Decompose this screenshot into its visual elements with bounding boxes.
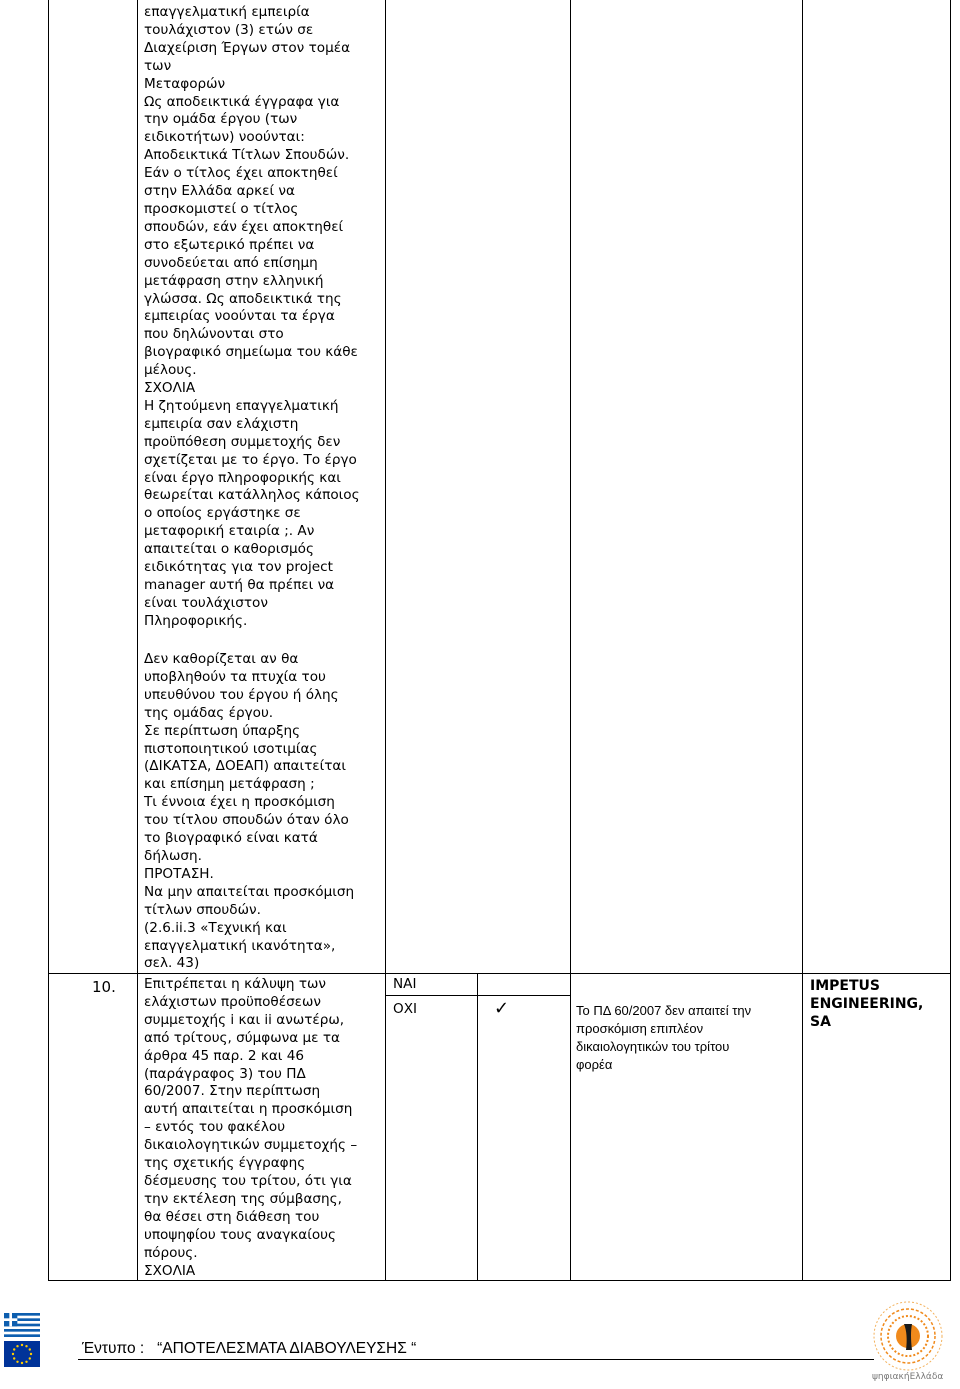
- text-line: manager αυτή θα πρέπει να: [144, 577, 335, 593]
- text-line: προσκομιστεί ο τίτλος: [144, 200, 299, 217]
- text-line: βιογραφικό σημείωμα του κάθε: [144, 344, 358, 361]
- text-line: στο εξωτερικό πρέπει να: [144, 236, 315, 253]
- text-line: είναι έργο πληροφορικής και: [144, 469, 341, 486]
- text-line: Διαχείριση Έργων στον τομέα: [144, 39, 351, 56]
- row9-proposal-text: [144, 651, 380, 973]
- text-line: θα θέσει στη διάθεση του: [144, 1208, 320, 1225]
- text-line: το βιογραφικό είναι κατά: [144, 830, 318, 847]
- bidder-line: IMPETUS: [810, 978, 880, 994]
- text-line: προϋπόθεση συμμετοχής δεν: [144, 433, 341, 450]
- text-line: επαγγελματική εμπειρία: [144, 4, 310, 20]
- option-yes-label: ΝΑΙ: [393, 976, 417, 992]
- text-line: μεταφορική εταιρία ;. Αν: [144, 523, 315, 540]
- text-line: (παράγραφος 3) του ΠΔ: [144, 1065, 306, 1082]
- text-line: στην Ελλάδα αρκεί να: [144, 183, 295, 200]
- text-line: ΠΡΟΤΑΣΗ.: [144, 865, 214, 882]
- text-line: την εκτέλεση της σύμβασης,: [144, 1190, 342, 1207]
- bidder-name: [810, 977, 923, 1031]
- text-line: πόρους.: [144, 1244, 198, 1261]
- row10-comment-text: [576, 1002, 796, 1074]
- text-line: – εντός του φακέλου: [144, 1119, 286, 1136]
- text-line: σελ. 43): [144, 955, 200, 972]
- text-line: πιστοποιητικού ισοτιμίας: [144, 740, 318, 757]
- text-line: μετάφραση στην ελληνική: [144, 272, 324, 289]
- greek-flag-icon: [4, 1313, 40, 1337]
- row9-requirement-text: [144, 4, 380, 631]
- text-line: και επίσημη μετάφραση ;: [144, 776, 315, 793]
- footer-rule: [78, 1359, 874, 1360]
- text-line: την ομάδα έργου (των: [144, 111, 298, 128]
- text-line: γλώσσα. Ως αποδεικτικά της: [144, 290, 342, 307]
- text-line: Αποδεικτικά Τίτλων Σπουδών.: [144, 147, 350, 164]
- form-label: Έντυπο : “ΑΠΟΤΕΛΕΣΜΑΤΑ ΔΙΑΒΟΥΛΕΥΣΗΣ “: [82, 1340, 417, 1357]
- text-line: θεωρείται κατάλληλος κάποιος: [144, 487, 360, 504]
- eu-flag-icon: [4, 1341, 40, 1367]
- text-line: δήλωση.: [144, 847, 202, 864]
- text-line: συμμετοχής i και ii ανωτέρω,: [144, 1011, 345, 1028]
- text-line: δέσμευσης του τρίτου, ότι για: [144, 1172, 352, 1189]
- text-line: τουλάχιστον (3) ετών σε: [144, 21, 314, 38]
- text-line: Ως αποδεικτικά έγγραφα για: [144, 93, 340, 110]
- text-line: εμπειρίας νοούνται τα έργα: [144, 308, 335, 325]
- text-line: των: [144, 57, 172, 74]
- text-line: Να μην απαιτείται προσκόμιση: [144, 883, 355, 900]
- logo-text: ψηφιακήΕλλάδα: [872, 1372, 944, 1382]
- text-line: υποβληθούν τα πτυχία του: [144, 668, 326, 685]
- text-line: ο οποίος εργάστηκε σε: [144, 505, 301, 522]
- text-line: ΣΧΟΛΙΑ: [144, 1262, 196, 1279]
- text-line: του τίτλου σπουδών όταν όλο: [144, 812, 349, 829]
- check-mark-icon: ✓: [494, 998, 510, 1019]
- row10-requirement-text: [144, 976, 380, 1280]
- text-line: Τι έννοια έχει η προσκόμιση: [144, 794, 335, 811]
- bidder-line: SA: [810, 1014, 831, 1030]
- text-line: σχετίζεται με το έργο. Το έργο: [144, 451, 357, 468]
- comment-line: φορέα: [576, 1057, 613, 1072]
- text-line: της ομάδας έργου.: [144, 704, 274, 721]
- text-line: απαιτείται ο καθορισμός: [144, 541, 314, 558]
- text-line: αυτή απαιτείται η προσκόμιση: [144, 1101, 353, 1118]
- text-line: που δηλώνονται στο: [144, 326, 284, 343]
- text-line: 60/2007. Στην περίπτωση: [144, 1083, 321, 1100]
- text-line: Πληροφορικής.: [144, 612, 248, 629]
- text-line: ειδικοτήτων) νοούνται:: [144, 129, 305, 146]
- text-line: της σχετικής έγγραφης: [144, 1155, 306, 1172]
- text-line: άρθρα 45 παρ. 2 και 46: [144, 1047, 305, 1064]
- text-line: Επιτρέπεται η κάλυψη των: [144, 976, 327, 992]
- text-line: μέλους.: [144, 362, 197, 379]
- text-line: συνοδεύεται από επίσημη: [144, 254, 318, 271]
- text-line: υπευθύνου του έργου ή όλης: [144, 686, 339, 703]
- text-line: (2.6.ii.3 «Τεχνική και: [144, 919, 287, 936]
- text-line: ειδικότητας για τον project: [144, 559, 333, 576]
- bidder-line: ENGINEERING,: [810, 996, 924, 1012]
- comment-line: Το ΠΔ 60/2007 δεν απαιτεί την: [576, 1003, 752, 1018]
- text-line: Δεν καθορίζεται αν θα: [144, 651, 299, 667]
- text-line: είναι τουλάχιστον: [144, 594, 268, 611]
- text-line: τίτλων σπουδών.: [144, 901, 261, 918]
- text-line: Εάν ο τίτλος έχει αποκτηθεί: [144, 165, 338, 182]
- text-line: Μεταφορών: [144, 75, 226, 92]
- text-line: ΣΧΟΛΙΑ: [144, 380, 196, 397]
- text-line: επαγγελματική ικανότητα»,: [144, 937, 336, 954]
- text-line: Η ζητούμενη επαγγελματική: [144, 397, 339, 414]
- text-line: ελάχιστων προϋποθέσεων: [144, 993, 322, 1010]
- text-line: από τρίτους, σύμφωνα με τα: [144, 1029, 341, 1046]
- text-line: Σε περίπτωση ύπαρξης: [144, 722, 301, 739]
- text-line: (ΔΙΚΑΤΣΑ, ΔΟΕΑΠ) απαιτείται: [144, 758, 346, 775]
- comment-line: προσκόμιση επιπλέον: [576, 1021, 704, 1036]
- text-line: σπουδών, εάν έχει αποκτηθεί: [144, 218, 344, 235]
- option-no-label: ΟΧΙ: [393, 1001, 418, 1017]
- text-line: δικαιολογητικών συμμετοχής –: [144, 1137, 358, 1154]
- comment-line: δικαιολογητικών του τρίτου: [576, 1039, 730, 1054]
- row-number: 10.: [92, 978, 116, 996]
- text-line: εμπειρία σαν ελάχιστη: [144, 415, 299, 432]
- digital-greece-logo-icon: [868, 1298, 948, 1378]
- text-line: υποψηφίου τους αναγκαίους: [144, 1226, 336, 1243]
